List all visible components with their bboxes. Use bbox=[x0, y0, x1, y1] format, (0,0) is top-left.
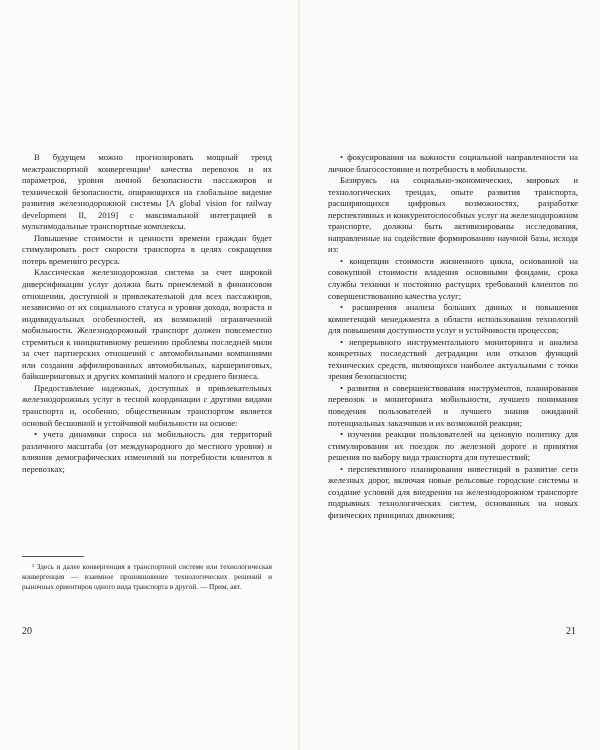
footnote-text: ¹ Здесь и далее конвергенция в транспортной системе или технологическая конвергенция — взаимное проникновение технологических решений и рыночных ориентиров одного вида транспорта в другой. — Прим. авт. bbox=[22, 562, 272, 591]
bullet-paragraph: • перспективного планирования инвестиций в развитие сети железных дорог, включая новые рельсовые городские системы и создание условий для внедрения на железнодорожном транспорте подрывных технологических систем, основанных на новых физических принципах движения; bbox=[328, 463, 578, 520]
paragraph: Базируясь на социально-экономических, мировых и технологических трендах, опыте развития транспорта, расширяющихся цифровых возможностях, разработке перспективных и конкурентоспособных услуг на железнодорожном транспорте, должны быть активизированы исследования, направленные на содействие формированию научной базы, исходя из: bbox=[328, 175, 578, 255]
bullet-paragraph: • учета динамики спроса на мобильность для территорий различного масштаба (от международного до местного уровня) и влияния демографических изменений на потребности клиентов в перевозках; bbox=[22, 429, 272, 474]
bullet-paragraph: • непрерывного инструментального мониторинга и анализа конкретных последствий деградации или отказов функций технических средств, являющихся наиболее актуальными с точки зрения безопасности; bbox=[328, 336, 578, 382]
bullet-paragraph: • расширения анализа больших данных и повышения компетенций менеджмента в области использования технологий для повышения доступности услуг и устойчивости процессов; bbox=[328, 302, 578, 336]
paragraph: Классическая железнодорожная система за счет широкой диверсификации услуг должна быть приемлемой в финансовом отношении, доступной и привлекательной для всех пассажиров, независимо от их социального статуса и уровня дохода, возраста и индивидуальных особенностей, их возможной ограниченной мобильности. Железнодорожный транспорт должен повсеместно стремиться к инициативному решению проблемы последней мили за счет партнерских отношений с автомобильными компаниями или создания аффилированных автомобильных, каршеринговых, байкшеринговых и других компаний малого и среднего бизнеса. bbox=[22, 267, 272, 382]
paragraph: В будущем можно прогнозировать мощный тренд межтранспортной конвергенции¹ качества перевозок и их параметров, уровня личной безопасности пассажиров и технической безопасности, опирающихся на глобальное видение развития железнодорожной системы [A global vision for railway development II, 2019] с максимальной интеграцией в мультимодальные транспортные комплексы. bbox=[22, 152, 272, 232]
paragraph: Повышение стоимости и ценности времени граждан будет стимулировать рост скорости транспорта в целях сокращения потерь времени́го ресурса. bbox=[22, 232, 272, 266]
bullet-paragraph: • концепции стоимости жизненного цикла, основанной на совокупной стоимости владения основными фондами, срока службы техники и постоянно растущих требований клиентов по совершенствованию качества услуг; bbox=[328, 255, 578, 301]
right-text-column bbox=[328, 152, 578, 522]
footnote-divider bbox=[22, 556, 84, 557]
page-number: 20 bbox=[22, 626, 32, 637]
bullet-paragraph: • развития и совершенствования инструментов, планирования перевозок и мониторинга мобильности, лучшего понимания поведения пользователей и лучшего знания ожиданий потенциальных заказчиков и их возможной реакции; bbox=[328, 382, 578, 428]
bullet-paragraph: • изучения реакции пользователей на ценовую политику для стимулирования их поездок по железной дороге и принятия решения по выбору вида транспорта для путешествий; bbox=[328, 429, 578, 463]
left-text-column bbox=[22, 152, 272, 475]
bullet-paragraph: • фокусирования на важности социальной направленности на личное благосостояние и потребность в мобильности. bbox=[328, 152, 578, 174]
paragraph: Предоставление надежных, доступных и привлекательных железнодорожных услуг в тесной координации с другими видами транспорта и, особенно, общественным транспортом является основой бесшовной и устойчивой мобильности на основе: bbox=[22, 382, 272, 428]
page-number: 21 bbox=[566, 626, 576, 637]
right-page bbox=[300, 0, 600, 750]
footnote bbox=[22, 562, 272, 592]
